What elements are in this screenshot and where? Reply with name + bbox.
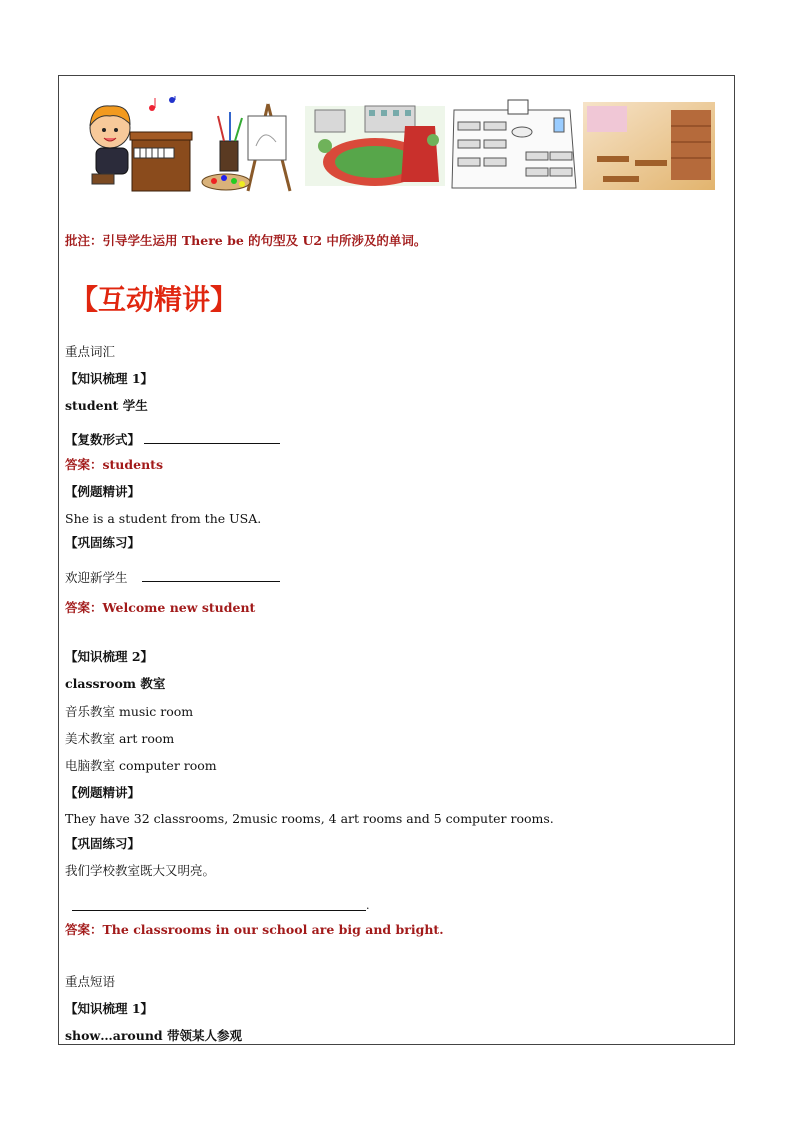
blank-period: . [366, 899, 370, 912]
practice-tag: 【巩固练习】 [65, 535, 141, 550]
plural-form-label: 【复数形式】 [65, 432, 141, 447]
answer-blank[interactable] [144, 433, 280, 444]
section-title: 【互动精讲】 [70, 283, 239, 316]
practice-prompt: 我们学校教室既大又明亮。 [65, 863, 216, 878]
vocab-item-art-room: 美术教室 art room [65, 731, 175, 746]
practice-question [65, 570, 280, 586]
phrase-show-around: show…around 带领某人参观 [65, 1028, 243, 1043]
classroom-layout-illustration [450, 96, 580, 196]
answer-text: 答案：students [65, 457, 163, 472]
vocab-heading: 重点词汇 [65, 344, 116, 359]
plural-form-question [65, 432, 280, 448]
practice-prompt: 欢迎新学生 [65, 570, 128, 585]
example-sentence: They have 32 classrooms, 2music rooms, 4 art rooms and 5 computer rooms. [65, 811, 554, 826]
vocab-word-student: student 学生 [65, 398, 148, 413]
answer-blank[interactable] [142, 571, 280, 582]
example-sentence: She is a student from the USA. [65, 511, 262, 526]
library-room-illustration [583, 96, 715, 196]
phrases-heading: 重点短语 [65, 974, 116, 989]
example-tag: 【例题精讲】 [65, 785, 141, 800]
knowledge-tag-1: 【知识梳理 1】 [65, 1001, 154, 1016]
boy-piano-illustration [80, 96, 195, 196]
answer-blank[interactable] [72, 900, 366, 911]
example-tag: 【例题精讲】 [65, 484, 141, 499]
knowledge-tag-1: 【知识梳理 1】 [65, 371, 154, 386]
practice-tag: 【巩固练习】 [65, 836, 141, 851]
vocab-item-music-room: 音乐教室 music room [65, 704, 194, 719]
vocab-word-classroom: classroom 教室 [65, 676, 166, 691]
school-playground-illustration [305, 96, 445, 196]
knowledge-tag-2: 【知识梳理 2】 [65, 649, 154, 664]
answer-text: 答案：Welcome new student [65, 600, 256, 615]
teacher-note: 批注：引导学生运用 There be 的句型及 U2 中所涉及的单词。 [65, 233, 427, 248]
easel-paint-illustration [198, 96, 298, 196]
vocab-item-computer-room: 电脑教室 computer room [65, 758, 217, 773]
answer-text: 答案：The classrooms in our school are big and bright. [65, 922, 444, 937]
